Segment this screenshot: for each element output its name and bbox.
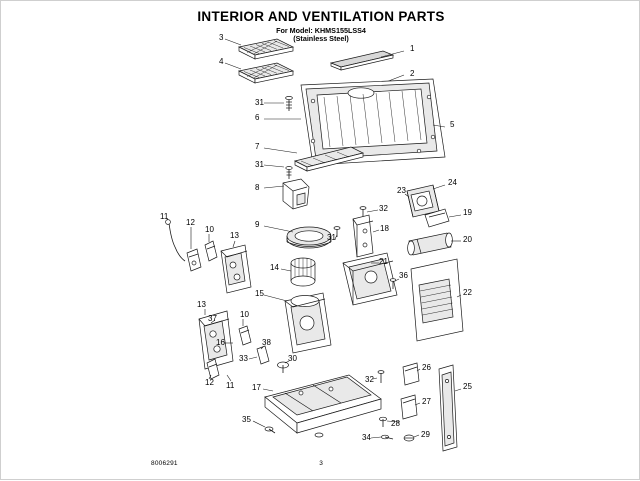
callout-21: 21	[379, 257, 388, 266]
exploded-diagram-illustration	[1, 1, 640, 481]
callout-23: 23	[397, 186, 406, 195]
callout-16: 16	[216, 338, 225, 347]
callout-11b: 11	[226, 381, 235, 390]
part-grease-filter-bottom	[239, 63, 293, 83]
part-bracket-18	[353, 215, 373, 257]
part-fastener-29	[404, 435, 414, 441]
part-base-pan-17	[265, 375, 381, 433]
part-vent-louver	[331, 51, 393, 70]
callout-14: 14	[270, 263, 279, 272]
finish-line: (Stainless Steel)	[293, 34, 349, 43]
callout-6: 6	[255, 113, 260, 122]
part-top-housing-plate	[301, 79, 445, 165]
footer-code: 8006291	[151, 460, 178, 467]
part-clip-10	[205, 241, 217, 261]
callout-2: 2	[410, 69, 415, 78]
callout-36: 36	[399, 271, 408, 280]
callout-32a: 32	[379, 204, 388, 213]
part-clip-38	[257, 346, 269, 364]
part-screw-31b	[286, 167, 292, 180]
callout-15: 15	[255, 289, 264, 298]
callout-30: 30	[288, 354, 297, 363]
part-duct-20	[408, 233, 453, 255]
part-bracket-8	[283, 179, 309, 209]
callout-22: 22	[463, 288, 472, 297]
callout-24: 24	[448, 178, 457, 187]
callout-10b: 10	[240, 310, 249, 319]
callout-3: 3	[219, 33, 224, 42]
page-title: INTERIOR AND VENTILATION PARTS	[197, 9, 445, 24]
callout-10: 10	[205, 225, 214, 234]
callout-35: 35	[242, 415, 251, 424]
callout-8: 8	[255, 183, 260, 192]
part-lever-12	[187, 249, 201, 271]
part-clip-10b	[239, 326, 251, 345]
callout-25: 25	[463, 382, 472, 391]
callout-20: 20	[463, 235, 472, 244]
callout-9: 9	[255, 220, 260, 229]
part-bracket-26	[403, 363, 419, 385]
callout-31b: 31	[255, 160, 264, 169]
part-grille-panel-22	[411, 259, 463, 341]
callout-13: 13	[230, 231, 239, 240]
callout-31c: 31	[327, 233, 336, 242]
model-line: For Model: KHMS155LSS4	[276, 26, 366, 35]
part-grease-filter-top	[239, 39, 293, 59]
part-fan-wheel-14	[291, 258, 315, 286]
footer-page-number: 3	[319, 460, 323, 467]
callout-5: 5	[450, 120, 455, 129]
part-rod-11	[166, 220, 185, 261]
callout-34: 34	[362, 433, 371, 442]
callout-18: 18	[380, 224, 389, 233]
callout-11: 11	[160, 212, 169, 221]
callout-37: 37	[208, 314, 217, 323]
part-fan-housing-9	[287, 227, 331, 248]
part-side-trim-25	[439, 365, 457, 451]
callout-19: 19	[463, 208, 472, 217]
callout-13b: 13	[197, 300, 206, 309]
callout-12b: 12	[205, 378, 214, 387]
part-screw-32b	[378, 371, 384, 383]
callout-29: 29	[421, 430, 430, 439]
part-small-30	[278, 362, 289, 373]
callout-12: 12	[186, 218, 195, 227]
part-blower-box-21	[343, 253, 397, 305]
part-switch-13	[221, 245, 251, 293]
callout-17: 17	[252, 383, 261, 392]
callout-7: 7	[255, 142, 260, 151]
callout-32b: 32	[365, 375, 374, 384]
callout-26: 26	[422, 363, 431, 372]
callout-38: 38	[262, 338, 271, 347]
part-fastener-28	[379, 417, 386, 427]
part-blower-scroll-15	[285, 293, 331, 353]
callout-28: 28	[391, 419, 400, 428]
part-screw-31a	[286, 96, 293, 111]
callout-4: 4	[219, 57, 224, 66]
callout-27: 27	[422, 397, 431, 406]
callout-1: 1	[410, 44, 415, 53]
part-fastener-34	[381, 435, 393, 439]
callout-33: 33	[239, 354, 248, 363]
callout-31a: 31	[255, 98, 264, 107]
part-bracket-27	[401, 395, 417, 419]
